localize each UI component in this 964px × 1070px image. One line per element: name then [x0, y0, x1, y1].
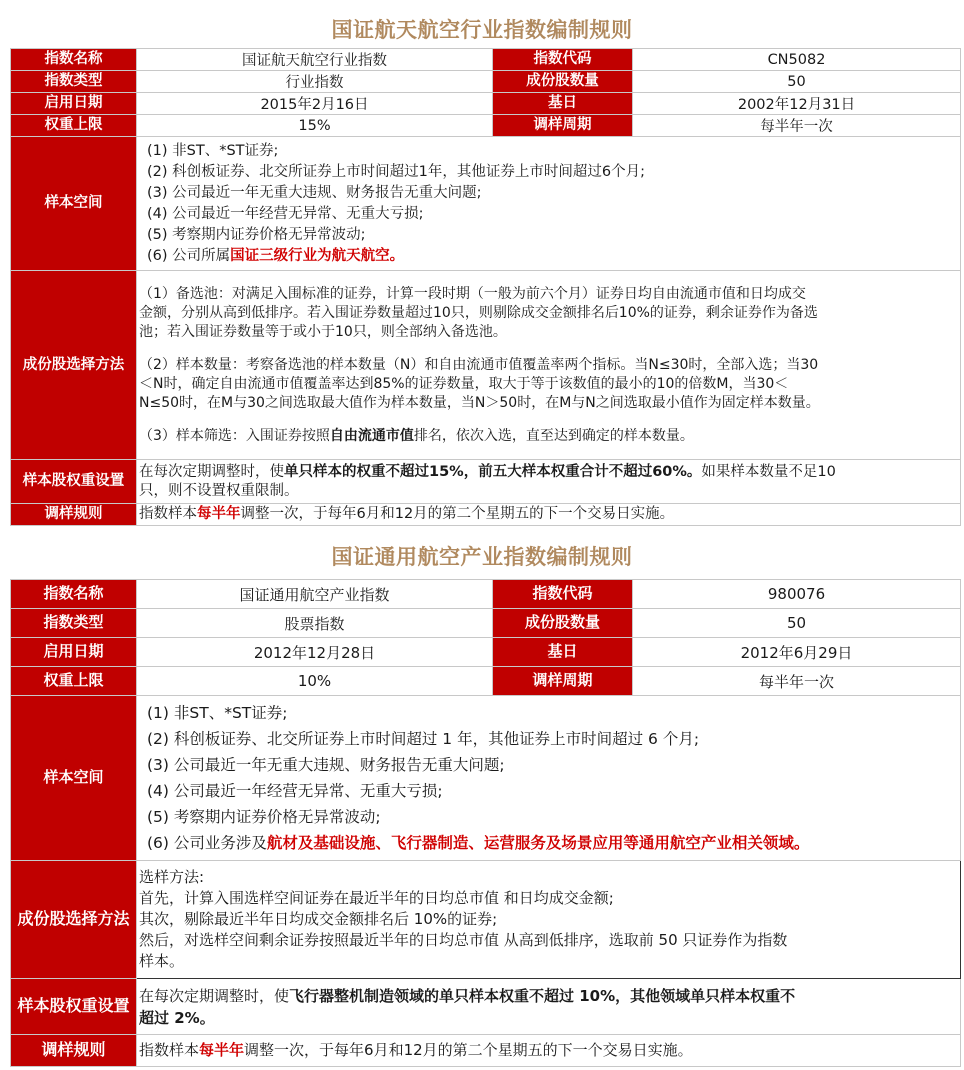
- rebalance-suffix: 调整一次，于每年6月和12月的第二个星期五的下一个交易日实施。: [240, 506, 675, 522]
- rebalance-suffix: 调整一次，于每年6月和12月的第二个星期五的下一个交易日实施。: [244, 1041, 693, 1059]
- label-index-code: 指数代码: [493, 580, 633, 609]
- value-launch-date: 2012年12月28日: [137, 638, 493, 667]
- info-row: [11, 667, 961, 696]
- sample-space-line-prefix: (6) 公司业务涉及: [147, 834, 267, 852]
- selection-p3-line: [139, 427, 956, 446]
- label-base-date: 基日: [493, 638, 633, 667]
- selection-p1-line: （1）备选池：对满足入围标准的证券，计算一段时期（一般为前六个月）证券日均自由流通市值和日均成交: [139, 285, 806, 302]
- rebalance-rule-row: [11, 504, 961, 526]
- label-selection-method: 成份股选择方法: [11, 861, 137, 979]
- selection-p2-line: N≤50时，在M与30之间选取最大值作为样本数量，当N＞50时，在M与N之间选取最小值作为固定样本数量。: [139, 394, 820, 411]
- sample-space-content: [137, 696, 961, 861]
- sample-space-row: [11, 137, 961, 271]
- industry-highlight: 航材及基础设施、飞行器制造、运营服务及场景应用等通用航空产业相关领域。: [266, 834, 810, 852]
- selection-method-content: [137, 271, 961, 460]
- value-index-code: CN5082: [633, 49, 961, 71]
- info-row: [11, 609, 961, 638]
- sample-space-line: (2) 科创板证券、北交所证券上市时间超过 1 年，其他证券上市时间超过 6 个月;: [147, 730, 700, 748]
- sample-space-line: (4) 公司最近一年经营无异常、无重大亏损;: [147, 205, 424, 222]
- selection-p3-bold: 自由流通市值: [329, 427, 414, 444]
- label-launch-date: 启用日期: [11, 93, 137, 115]
- label-constituent-count: 成份股数量: [493, 71, 633, 93]
- rebalance-rule-content: [137, 504, 961, 526]
- rebalance-prefix: 指数样本: [139, 506, 197, 522]
- selection-method-row: [11, 861, 961, 979]
- label-constituent-count: 成份股数量: [493, 609, 633, 638]
- value-weight-cap: 15%: [137, 115, 493, 137]
- value-launch-date: 2015年2月16日: [137, 93, 493, 115]
- info-row: [11, 115, 961, 137]
- weight-prefix: 在每次定期调整时，使: [139, 463, 284, 480]
- value-index-type: 股票指数: [137, 609, 493, 638]
- label-base-date: 基日: [493, 93, 633, 115]
- info-row: [11, 49, 961, 71]
- label-rebalance-rule: 调样规则: [11, 1035, 137, 1067]
- selection-method-row: [11, 271, 961, 460]
- section-title-general-aviation: 国证通用航空产业指数编制规则: [331, 545, 633, 569]
- sample-space-line: (2) 科创板证券、北交所证券上市时间超过1年，其他证券上市时间超过6个月;: [147, 163, 645, 180]
- selection-line: 其次，剔除最近半年日均成交金额排名后 10%的证券;: [139, 910, 498, 928]
- label-rebalance-cycle: 调样周期: [493, 667, 633, 696]
- sample-space-line-prefix: (6) 公司所属: [147, 247, 231, 264]
- value-index-code: 980076: [633, 580, 961, 609]
- sample-space-line: (1) 非ST、*ST证券;: [147, 142, 279, 159]
- label-selection-method: 成份股选择方法: [11, 271, 137, 460]
- value-base-date: 2012年6月29日: [633, 638, 961, 667]
- label-index-name: 指数名称: [11, 580, 137, 609]
- sample-space-line: [147, 830, 956, 856]
- rebalance-rule-row: [11, 1035, 961, 1067]
- label-rebalance-cycle: 调样周期: [493, 115, 633, 137]
- weight-suffix: 如果样本数量不足10: [701, 463, 836, 480]
- value-rebalance-cycle: 每半年一次: [633, 667, 961, 696]
- industry-highlight: 国证三级行业为航天航空。: [230, 247, 405, 264]
- label-index-type: 指数类型: [11, 71, 137, 93]
- selection-p3-prefix: （3）样本筛选：入围证券按照: [139, 427, 330, 444]
- selection-p1-line: 池；若入围证券数量等于或小于10只，则全部纳入备选池。: [139, 323, 507, 340]
- weight-bold: 飞行器整机制造领域的单只样本权重不超过 10%，其他领域单只样本权重不: [289, 986, 796, 1005]
- rebalance-highlight: 每半年: [199, 1041, 245, 1059]
- sample-space-line: (5) 考察期内证券价格无异常波动;: [147, 226, 366, 243]
- value-index-type: 行业指数: [137, 71, 493, 93]
- label-weight-setting: 样本股权重设置: [11, 979, 137, 1035]
- sample-space-line: (3) 公司最近一年无重大违规、财务报告无重大问题;: [147, 756, 505, 774]
- label-sample-space: 样本空间: [11, 696, 137, 861]
- info-row: [11, 580, 961, 609]
- sample-space-line: (1) 非ST、*ST证券;: [147, 704, 288, 722]
- selection-p1-line: 金额，分别从高到低排序。若入围证券数量超过10只，则剔除成交金额排名后10%的证券，剩余证券作为备选: [139, 304, 818, 321]
- rebalance-rule-content: [137, 1035, 961, 1067]
- label-launch-date: 启用日期: [11, 638, 137, 667]
- label-weight-cap: 权重上限: [11, 115, 137, 137]
- selection-p2-line: ＜N时，确定自由流通市值覆盖率达到85%的证券数量，取大于等于该数值的最小的10的倍数M，当30＜: [139, 375, 789, 392]
- sample-space-line: [147, 246, 956, 267]
- label-index-type: 指数类型: [11, 609, 137, 638]
- value-rebalance-cycle: 每半年一次: [633, 115, 961, 137]
- rebalance-prefix: 指数样本: [139, 1041, 200, 1059]
- rebalance-highlight: 每半年: [197, 506, 241, 522]
- selection-line: 样本。: [139, 952, 185, 970]
- value-index-name: 国证通用航空产业指数: [137, 580, 493, 609]
- label-index-name: 指数名称: [11, 49, 137, 71]
- label-sample-space: 样本空间: [11, 137, 137, 271]
- weight-line2: 只，则不设置权重限制。: [139, 482, 299, 499]
- label-weight-setting: 样本股权重设置: [11, 460, 137, 504]
- sample-space-line: (5) 考察期内证券价格无异常波动;: [147, 808, 381, 826]
- selection-line: 然后，对选样空间剩余证券按照最近半年的日均总市值 从高到低排序，选取前 50 只证券作为指数: [139, 931, 788, 949]
- value-index-name: 国证航天航空行业指数: [137, 49, 493, 71]
- weight-setting-content: [137, 979, 961, 1035]
- info-row: [11, 93, 961, 115]
- value-constituent-count: 50: [633, 609, 961, 638]
- selection-line: 选样方法:: [139, 868, 205, 886]
- weight-setting-content: [137, 460, 961, 504]
- value-constituent-count: 50: [633, 71, 961, 93]
- general-aviation-index-rules-table: [10, 579, 961, 1067]
- weight-bold-line2: 超过 2%。: [139, 1008, 215, 1027]
- selection-line: 首先，计算入围选样空间证券在最近半年的日均总市值 和日均成交金额;: [139, 889, 614, 907]
- info-row: [11, 71, 961, 93]
- label-index-code: 指数代码: [493, 49, 633, 71]
- sample-space-row: [11, 696, 961, 861]
- info-row: [11, 638, 961, 667]
- value-weight-cap: 10%: [137, 667, 493, 696]
- sample-space-line: (3) 公司最近一年无重大违规、财务报告无重大问题;: [147, 184, 482, 201]
- sample-space-content: [137, 137, 961, 271]
- weight-setting-row: [11, 460, 961, 504]
- weight-bold: 单只样本的权重不超过15%，前五大样本权重合计不超过60%。: [284, 463, 702, 480]
- selection-method-content: [137, 861, 961, 979]
- section-title-aerospace: 国证航天航空行业指数编制规则: [331, 18, 633, 42]
- selection-p2-line: （2）样本数量：考察备选池的样本数量（N）和自由流通市值覆盖率两个指标。当N≤30时，全部入选；当30: [139, 356, 819, 373]
- weight-prefix: 在每次定期调整时，使: [139, 986, 290, 1005]
- label-rebalance-rule: 调样规则: [11, 504, 137, 526]
- label-weight-cap: 权重上限: [11, 667, 137, 696]
- selection-p3-suffix: 排名，依次入选，直至达到确定的样本数量。: [413, 427, 694, 444]
- sample-space-line: (4) 公司最近一年经营无异常、无重大亏损;: [147, 782, 443, 800]
- aerospace-index-rules-table: [10, 48, 961, 526]
- weight-setting-row: [11, 979, 961, 1035]
- value-base-date: 2002年12月31日: [633, 93, 961, 115]
